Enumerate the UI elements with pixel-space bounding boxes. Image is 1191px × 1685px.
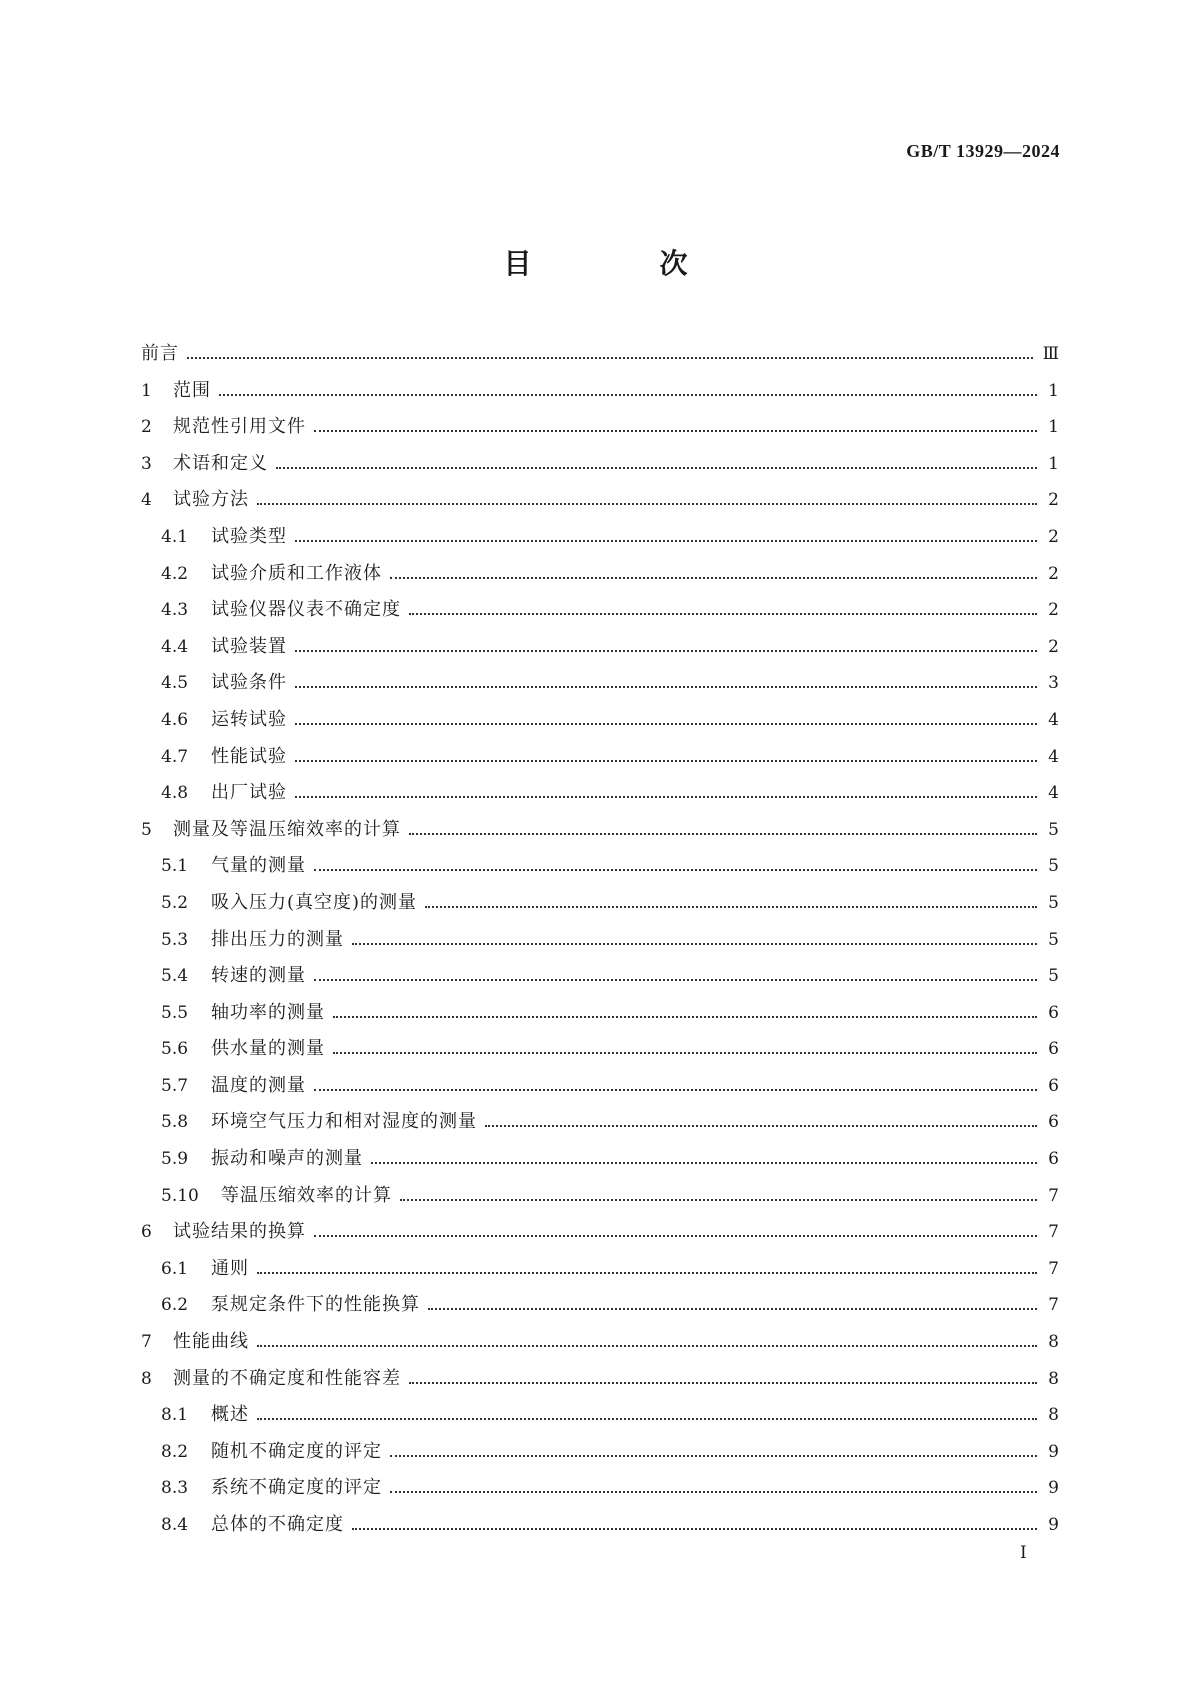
table-of-contents: [141, 336, 1059, 1544]
toc-entry-page: Ⅲ: [1042, 344, 1059, 364]
dot-leader: [219, 394, 1037, 396]
page-number: I: [1020, 1543, 1027, 1563]
toc-entry[interactable]: [141, 775, 1059, 812]
toc-entry-page: 2: [1048, 636, 1059, 657]
toc-entry[interactable]: [141, 1031, 1059, 1068]
toc-entry-number: 5.2: [161, 892, 189, 913]
toc-entry-page: 8: [1048, 1368, 1059, 1389]
toc-entry[interactable]: [141, 922, 1059, 959]
dot-leader: [295, 540, 1037, 542]
toc-entry[interactable]: [141, 446, 1059, 483]
toc-entry-title: 轴功率的测量: [211, 1001, 325, 1023]
toc-entry-title: 温度的测量: [211, 1074, 306, 1096]
toc-entry-number: 5.5: [161, 1002, 189, 1023]
dot-leader: [400, 1199, 1037, 1201]
toc-entry-number: 2: [141, 417, 152, 438]
toc-entry[interactable]: [141, 1470, 1059, 1507]
toc-entry-number: 7: [141, 1332, 152, 1353]
toc-entry-number: 5.4: [161, 966, 189, 987]
toc-entry-page: 1: [1048, 417, 1059, 438]
toc-entry-page: 5: [1048, 892, 1059, 913]
dot-leader: [390, 1491, 1037, 1493]
toc-entry-number: 4.2: [161, 563, 189, 584]
toc-entry-page: 8: [1048, 1405, 1059, 1426]
toc-entry-page: 8: [1048, 1332, 1059, 1353]
toc-entry-page: 6: [1048, 1075, 1059, 1096]
toc-entry[interactable]: [141, 958, 1059, 995]
dot-leader: [295, 723, 1037, 725]
dot-leader: [314, 430, 1037, 432]
toc-entry-title: 试验仪器仪表不确定度: [211, 599, 401, 621]
dot-leader: [409, 833, 1037, 835]
toc-entry-title: 性能曲线: [173, 1331, 249, 1353]
dot-leader: [257, 1418, 1037, 1420]
toc-entry-page: 1: [1048, 453, 1059, 474]
toc-entry[interactable]: [141, 1251, 1059, 1288]
dot-leader: [425, 906, 1037, 908]
toc-entry-title: 吸入压力(真空度)的测量: [211, 891, 418, 913]
toc-entry-page: 4: [1048, 709, 1059, 730]
dot-leader: [276, 467, 1037, 469]
dot-leader: [371, 1162, 1037, 1164]
toc-entry-page: 2: [1048, 490, 1059, 511]
toc-entry[interactable]: [141, 1178, 1059, 1215]
toc-entry-page: 4: [1048, 746, 1059, 767]
dot-leader: [187, 357, 1033, 359]
toc-entry-page: 3: [1048, 673, 1059, 694]
toc-entry-number: 8.3: [161, 1478, 189, 1499]
toc-entry-page: 7: [1048, 1185, 1059, 1206]
toc-entry-number: 5.7: [161, 1075, 189, 1096]
toc-entry-title: 测量及等温压缩效率的计算: [173, 818, 401, 840]
toc-entry-number: 4.6: [161, 709, 189, 730]
toc-entry-title: 通则: [211, 1257, 249, 1279]
toc-entry-page: 7: [1048, 1222, 1059, 1243]
toc-entry[interactable]: [141, 848, 1059, 885]
toc-entry-title: 试验条件: [211, 672, 287, 694]
toc-entry[interactable]: [141, 739, 1059, 776]
toc-entry[interactable]: [141, 1361, 1059, 1398]
toc-entry[interactable]: [141, 1214, 1059, 1251]
toc-entry-title: 性能试验: [211, 745, 287, 767]
toc-entry[interactable]: [141, 373, 1059, 410]
toc-entry-page: 9: [1048, 1441, 1059, 1462]
toc-entry-page: 7: [1048, 1295, 1059, 1316]
toc-entry[interactable]: [141, 1104, 1059, 1141]
dot-leader: [257, 1345, 1037, 1347]
toc-entry[interactable]: [141, 482, 1059, 519]
toc-entry-title: 概述: [211, 1404, 249, 1426]
toc-entry-title: 试验方法: [173, 489, 249, 511]
toc-entry[interactable]: [141, 556, 1059, 593]
toc-entry-number: 5.6: [161, 1039, 189, 1060]
toc-entry-page: 5: [1048, 856, 1059, 877]
toc-entry-title: 试验类型: [211, 525, 287, 547]
dot-leader: [257, 503, 1037, 505]
toc-entry-number: 8.2: [161, 1441, 189, 1462]
toc-entry[interactable]: [141, 812, 1059, 849]
toc-entry-page: 6: [1048, 1002, 1059, 1023]
toc-entry-title: 术语和定义: [173, 452, 268, 474]
toc-entry[interactable]: [141, 1068, 1059, 1105]
toc-entry-page: 6: [1048, 1149, 1059, 1170]
toc-entry-number: 5.1: [161, 856, 189, 877]
toc-entry-number: 8: [141, 1368, 152, 1389]
toc-entry-title: 排出压力的测量: [211, 928, 344, 950]
dot-leader: [295, 796, 1037, 798]
dot-leader: [352, 943, 1037, 945]
toc-entry-page: 2: [1048, 526, 1059, 547]
toc-entry-title: 总体的不确定度: [211, 1514, 344, 1535]
dot-leader: [485, 1125, 1037, 1127]
toc-entry[interactable]: [141, 629, 1059, 666]
standard-code: GB/T 13929—2024: [906, 141, 1060, 161]
toc-entry-page: 1: [1048, 380, 1059, 401]
toc-entry-number: 5: [141, 819, 152, 840]
toc-entry-number: 3: [141, 453, 152, 474]
toc-entry-page: 6: [1048, 1039, 1059, 1060]
dot-leader: [390, 577, 1037, 579]
toc-entry[interactable]: [141, 592, 1059, 629]
toc-entry[interactable]: [141, 995, 1059, 1032]
toc-entry-number: 4.4: [161, 636, 189, 657]
toc-entry-title: 环境空气压力和相对湿度的测量: [211, 1111, 477, 1133]
toc-entry-number: 8.1: [161, 1405, 189, 1426]
dot-leader: [333, 1016, 1037, 1018]
toc-entry-title: 试验结果的换算: [173, 1221, 306, 1243]
toc-entry-title: 范围: [173, 379, 211, 401]
toc-entry[interactable]: [141, 336, 1059, 373]
dot-leader: [314, 1235, 1037, 1237]
dot-leader: [314, 979, 1037, 981]
toc-entry-number: 6.1: [161, 1258, 189, 1279]
toc-entry-page: 5: [1048, 819, 1059, 840]
toc-entry-page: 9: [1048, 1478, 1059, 1499]
toc-entry-number: 5.3: [161, 929, 189, 950]
toc-entry-title: 运转试验: [211, 708, 287, 730]
toc-entry[interactable]: [141, 1397, 1059, 1434]
toc-entry-title: 供水量的测量: [211, 1038, 325, 1060]
toc-entry-number: 5.8: [161, 1112, 189, 1133]
toc-entry[interactable]: [141, 1324, 1059, 1361]
toc-entry-number: 6: [141, 1222, 152, 1243]
toc-entry-page: 6: [1048, 1112, 1059, 1133]
toc-title: 目 次: [503, 247, 738, 280]
dot-leader: [314, 869, 1037, 871]
toc-entry[interactable]: [141, 519, 1059, 556]
toc-entry-page: 9: [1048, 1515, 1059, 1535]
toc-entry[interactable]: [141, 409, 1059, 446]
dot-leader: [295, 650, 1037, 652]
toc-entry-title: 前言: [141, 343, 179, 364]
toc-entry-number: 1: [141, 380, 152, 401]
toc-entry[interactable]: [141, 702, 1059, 739]
toc-entry-page: 5: [1048, 929, 1059, 950]
dot-leader: [390, 1455, 1037, 1457]
toc-entry-number: 4.8: [161, 783, 189, 804]
toc-entry[interactable]: [141, 1141, 1059, 1178]
dot-leader: [295, 686, 1037, 688]
toc-entry-page: 2: [1048, 600, 1059, 621]
toc-entry-number: 6.2: [161, 1295, 189, 1316]
toc-entry[interactable]: [141, 1434, 1059, 1471]
toc-entry-title: 测量的不确定度和性能容差: [173, 1367, 401, 1389]
toc-entry-number: 5.9: [161, 1149, 189, 1170]
toc-entry-title: 规范性引用文件: [173, 416, 306, 438]
dot-leader: [257, 1272, 1037, 1274]
toc-entry[interactable]: [141, 1507, 1059, 1544]
toc-entry-title: 振动和噪声的测量: [211, 1148, 363, 1170]
dot-leader: [409, 613, 1037, 615]
toc-entry-page: 5: [1048, 966, 1059, 987]
toc-entry-number: 4.7: [161, 746, 189, 767]
dot-leader: [333, 1052, 1037, 1054]
toc-entry-title: 系统不确定度的评定: [211, 1477, 382, 1499]
toc-entry-number: 8.4: [161, 1515, 189, 1535]
toc-entry-title: 气量的测量: [211, 855, 306, 877]
toc-entry[interactable]: [141, 665, 1059, 702]
toc-entry-title: 随机不确定度的评定: [211, 1440, 382, 1462]
toc-entry-title: 泵规定条件下的性能换算: [211, 1294, 420, 1316]
toc-entry-page: 7: [1048, 1258, 1059, 1279]
dot-leader: [428, 1308, 1037, 1310]
toc-entry-title: 试验介质和工作液体: [211, 562, 382, 584]
toc-entry-title: 试验装置: [211, 635, 287, 657]
dot-leader: [314, 1089, 1037, 1091]
toc-entry-number: 4.3: [161, 600, 189, 621]
dot-leader: [409, 1382, 1037, 1384]
toc-entry[interactable]: [141, 885, 1059, 922]
toc-entry-number: 4.1: [161, 526, 189, 547]
dot-leader: [295, 760, 1037, 762]
toc-entry-page: 4: [1048, 783, 1059, 804]
toc-entry-page: 2: [1048, 563, 1059, 584]
toc-entry[interactable]: [141, 1287, 1059, 1324]
toc-entry-number: 4.5: [161, 673, 189, 694]
toc-entry-number: 4: [141, 490, 152, 511]
dot-leader: [352, 1528, 1037, 1530]
toc-entry-number: 5.10: [161, 1185, 199, 1206]
toc-entry-title: 等温压缩效率的计算: [221, 1184, 392, 1206]
toc-entry-title: 转速的测量: [211, 965, 306, 987]
toc-entry-title: 出厂试验: [211, 782, 287, 804]
